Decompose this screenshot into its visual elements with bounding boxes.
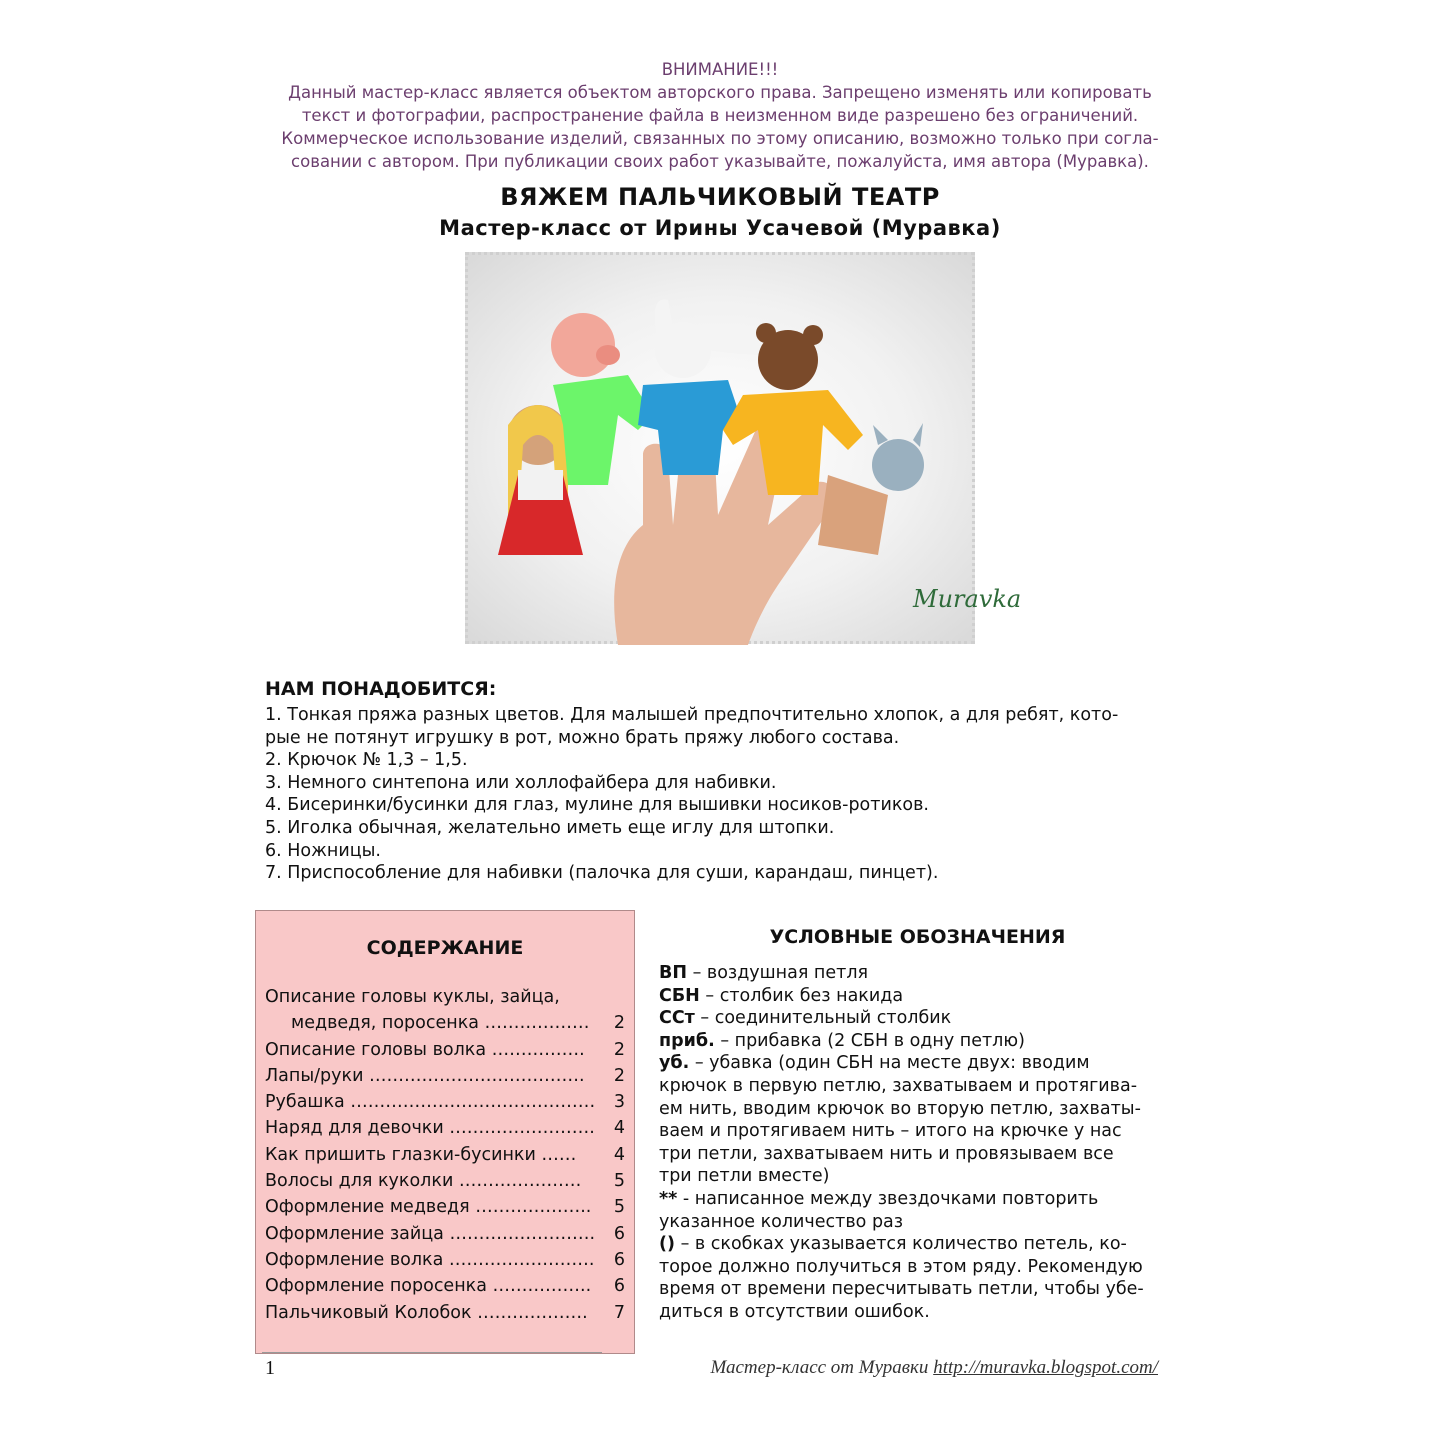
materials-line: 6. Ножницы. (265, 840, 381, 861)
legend-text: время от времени пересчитывать петли, чтобы убе- (659, 1279, 1144, 1300)
toc-row (265, 1224, 625, 1250)
toc-page: 5 (613, 1171, 625, 1192)
toc-row (265, 987, 625, 1013)
legend-term: уб. (659, 1053, 690, 1074)
legend-text: – убавка (один СБН на месте двух: вводим (689, 1053, 1090, 1074)
legend-list (659, 962, 1189, 1324)
legend-line (659, 1007, 1189, 1030)
toc-page: 6 (613, 1223, 625, 1244)
toc-label: Описание головы куклы, зайца, (265, 987, 560, 1007)
legend-term: () (659, 1234, 675, 1255)
footer-credit (710, 1357, 1158, 1379)
legend-text: – воздушная петля (687, 963, 869, 983)
toc-label: Пальчиковый Колобок ………………. (265, 1302, 588, 1323)
legend-text: – в скобках указывается количество петель, ко- (675, 1234, 1127, 1255)
toc-page: 4 (613, 1118, 625, 1139)
toc-label: Лапы/руки ………………………………. (265, 1065, 585, 1086)
materials-heading: НАМ ПОНАДОБИТСЯ: (265, 678, 497, 700)
puppets-illustration (468, 255, 1022, 641)
notice-line: совании с автором. При публикации своих работ указывайте, пожалуйста, имя автора (Муравка). (291, 152, 1149, 171)
legend-text: три петли вместе) (659, 1166, 830, 1187)
toc-page: 2 (613, 1065, 625, 1086)
toc-row (265, 1250, 625, 1276)
toc-row (265, 1040, 625, 1066)
legend-line (659, 1256, 1189, 1279)
legend-text: крючок в первую петлю, захватываем и протягива- (659, 1075, 1138, 1096)
legend-line (659, 1075, 1189, 1098)
legend-line (659, 1278, 1189, 1301)
legend-text: – соединительный столбик (694, 1008, 952, 1029)
toc-row (265, 1118, 625, 1144)
toc-page: 2 (613, 1013, 625, 1034)
materials-line: 4. Бисеринки/бусинки для глаз, мулине для вышивки носиков-ротиков. (265, 795, 929, 816)
legend-line (659, 1030, 1189, 1053)
notice-line: текст и фотографии, распространение файла в неизменном виде разрешено без ограничений. (301, 106, 1139, 125)
footer-divider (262, 1352, 602, 1353)
legend-line (659, 962, 1189, 985)
legend-text: - написанное между звездочками повторить (677, 1188, 1099, 1209)
materials-line: 3. Немного синтепона или холлофайбера для набивки. (265, 772, 777, 793)
legend-line (659, 1120, 1189, 1143)
legend-line (659, 1188, 1189, 1211)
legend-text: – прибавка (2 СБН в одну петлю) (714, 1030, 1025, 1051)
toc-row (265, 1171, 625, 1197)
legend-heading: УСЛОВНЫЕ ОБОЗНАЧЕНИЯ (769, 926, 1066, 948)
toc-label: Описание головы волка ……………. (265, 1039, 585, 1060)
page-number: 1 (265, 1357, 275, 1379)
legend-line (659, 1143, 1189, 1166)
toc-label: Оформление зайца ……………………. (265, 1223, 596, 1244)
blog-link[interactable]: http://muravka.blogspot.com/ (933, 1357, 1158, 1378)
legend-text: ем нить, вводим крючок во вторую петлю, захваты- (659, 1098, 1141, 1119)
materials-line: 5. Иголка обычная, желательно иметь еще иглу для штопки. (265, 817, 835, 838)
toc-row (265, 1197, 625, 1223)
toc-label: Наряд для девочки ……………………. (265, 1118, 595, 1139)
legend-text: указанное количество раз (659, 1211, 904, 1232)
materials-line: 2. Крючок № 1,3 – 1,5. (265, 750, 468, 771)
toc-heading: СОДЕРЖАНИЕ (366, 937, 524, 959)
legend-text: торое должно получиться в этом ряду. Рекомендую (659, 1256, 1143, 1277)
toc-label: Рубашка …………………………………… (265, 1092, 596, 1113)
legend-text: – столбик без накида (699, 985, 904, 1006)
toc-page: 3 (613, 1092, 625, 1113)
toc-row (265, 1303, 625, 1329)
toc-label: Оформление поросенка …………….. (265, 1276, 592, 1297)
toc-page: 5 (613, 1197, 625, 1218)
toc-page: 4 (613, 1144, 625, 1165)
toc-row (265, 1066, 625, 1092)
legend-term: приб. (659, 1030, 715, 1051)
legend-line (659, 1098, 1189, 1121)
materials-line: рые не потянут игрушку в рот, можно брать пряжу любого состава. (265, 727, 900, 748)
legend-term: ВП (659, 963, 687, 983)
toc-page: 7 (613, 1302, 625, 1323)
toc-page: 6 (613, 1249, 625, 1270)
toc-row (265, 1013, 625, 1039)
notice-line: ВНИМАНИЕ!!! (661, 60, 779, 79)
toc-row (265, 1092, 625, 1118)
notice-line: Данный мастер-класс является объектом авторского права. Запрещено изменять или копировать (288, 83, 1152, 102)
materials-line: 7. Приспособление для набивки (палочка для суши, карандаш, пинцет). (265, 863, 939, 884)
toc-row (265, 1276, 625, 1302)
toc-label: Оформление медведя ……………….. (265, 1197, 592, 1218)
toc-label: Оформление волка ……………………. (265, 1249, 595, 1270)
toc-label: Как пришить глазки-бусинки …… (265, 1144, 577, 1165)
footer-credit-text: Мастер-класс от Муравки (710, 1357, 934, 1378)
materials-line: 1. Тонкая пряжа разных цветов. Для малышей предпочтительно хлопок, а для ребят, кото- (265, 705, 1119, 725)
legend-line (659, 1233, 1189, 1256)
legend-line (659, 1165, 1189, 1188)
page-subtitle: Мастер-класс от Ирины Усачевой (Муравка) (439, 216, 1001, 240)
table-of-contents (255, 910, 635, 1354)
legend-line (659, 1211, 1189, 1234)
finger-puppets-photo (465, 252, 1022, 644)
legend-term: ** (659, 1188, 678, 1209)
toc-label: медведя, поросенка ……………… (291, 1013, 590, 1034)
notice-line: Коммерческое использование изделий, связанных по этому описанию, возможно только при согла- (281, 129, 1159, 148)
legend-line (659, 1052, 1189, 1075)
legend-term: СБН (659, 985, 700, 1006)
page-title: ВЯЖЕМ ПАЛЬЧИКОВЫЙ ТЕАТР (500, 183, 940, 211)
toc-label: Волосы для куколки ………………… (265, 1171, 582, 1192)
toc-page: 6 (613, 1276, 625, 1297)
photo-watermark: Muravka (913, 585, 1022, 613)
legend-text: диться в отсутствии ошибок. (659, 1301, 930, 1322)
toc-list (265, 987, 625, 1329)
legend-line (659, 985, 1189, 1008)
legend-line (659, 1301, 1189, 1324)
legend-term: ССт (659, 1008, 695, 1029)
legend-text: ваем и протягиваем нить – итого на крючке у нас (659, 1121, 1122, 1142)
materials-list (265, 704, 1195, 885)
toc-page: 2 (613, 1039, 625, 1060)
copyright-notice (250, 58, 1190, 173)
legend-text: три петли, захватываем нить и провязываем все (659, 1143, 1114, 1164)
toc-row (265, 1145, 625, 1171)
